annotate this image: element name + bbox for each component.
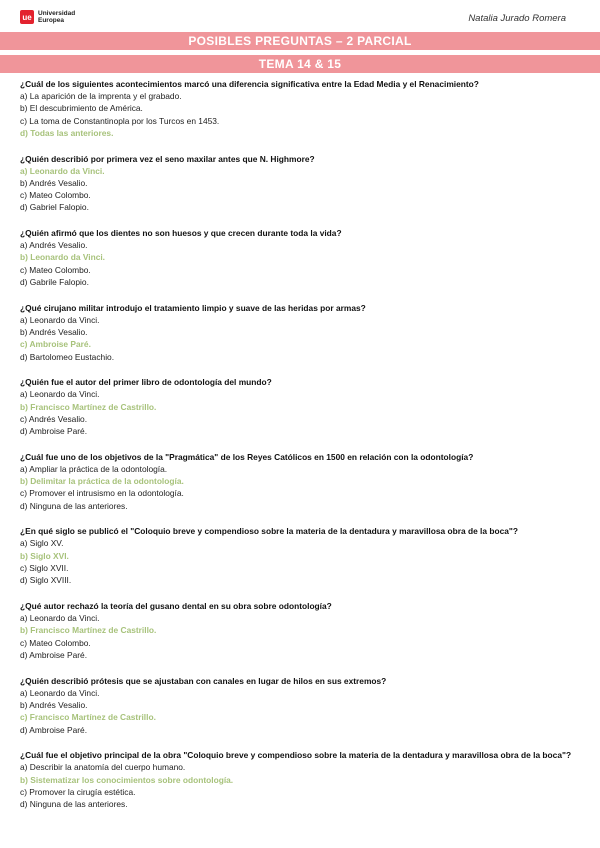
question-block — [20, 525, 585, 586]
answer-option: a) Leonardo da Vinci. — [20, 687, 100, 698]
answer-option: a) Andrés Vesalio. — [20, 240, 88, 251]
answer-option: d) Ambroise Paré. — [20, 649, 88, 660]
question-text: ¿Qué autor rechazó la teoría del gusano dental en su obra sobre odontología? — [20, 601, 332, 612]
correct-answer-option: c) Francisco Martínez de Castrillo. — [20, 712, 156, 723]
answer-option: c) Mateo Colombo. — [20, 264, 91, 275]
answer-option: a) Siglo XV. — [20, 538, 64, 549]
answer-option: a) Leonardo da Vinci. — [20, 314, 100, 325]
answer-option: a) Leonardo da Vinci. — [20, 613, 100, 624]
logo-line-1: Universidad — [38, 10, 76, 17]
question-text: ¿Cuál fue el objetivo principal de la obra "Coloquio breve y compendioso sobre la materia de la dentadura y maravillosa obra de la boca"? — [20, 750, 572, 761]
answer-option: d) Siglo XVIII. — [20, 575, 72, 586]
question-text: ¿Qué cirujano militar introdujo el tratamiento limpio y suave de las heridas por armas? — [20, 302, 366, 313]
answer-option: d) Gabrile Falopio. — [20, 277, 89, 288]
question-text: ¿Quién fue el autor del primer libro de odontología del mundo? — [20, 377, 272, 388]
question-text: ¿Cuál de los siguientes acontecimientos marcó una diferencia significativa entre la Edad Media y el Renacimiento? — [20, 79, 479, 89]
question-list — [20, 78, 585, 824]
question-text: ¿Cuál fue uno de los objetivos de la "Pragmática" de los Reyes Católicos en 1500 en relación con la odontología? — [20, 451, 474, 462]
correct-answer-option: b) Delimitar la práctica de la odontología. — [20, 476, 184, 487]
author-name: Natalia Jurado Romera — [468, 13, 566, 24]
correct-answer-option: d) Todas las anteriores. — [20, 127, 114, 138]
answer-option: d) Ambroise Paré. — [20, 426, 88, 437]
correct-answer-option: b) Leonardo da Vinci. — [20, 252, 106, 263]
question-block — [20, 675, 585, 736]
answer-option: a) La aparición de la imprenta y el grabado. — [20, 91, 182, 101]
answer-option: c) Promover la cirugía estética. — [20, 786, 136, 797]
page-header — [0, 0, 600, 34]
correct-answer-option: b) Francisco Martínez de Castrillo. — [20, 625, 157, 636]
answer-option: c) Mateo Colombo. — [20, 190, 91, 201]
question-text: ¿En qué siglo se publicó el "Coloquio breve y compendioso sobre la materia de la dentadura y maravillosa obra de la boca"? — [20, 526, 519, 537]
university-logo — [20, 10, 75, 24]
correct-answer-option: b) Siglo XVI. — [20, 550, 69, 561]
question-block — [20, 376, 585, 437]
answer-option: a) Leonardo da Vinci. — [20, 389, 100, 400]
question-text: ¿Quién describió por primera vez el seno maxilar antes que N. Highmore? — [20, 153, 315, 164]
answer-option: a) Describir la anatomía del cuerpo humano. — [20, 762, 186, 773]
answer-option: d) Bartolomeo Eustachio. — [20, 351, 115, 362]
question-block — [20, 749, 585, 810]
subtitle-banner: TEMA 14 & 15 — [0, 55, 600, 73]
logo-text — [38, 10, 75, 24]
answer-option: c) Siglo XVII. — [20, 563, 69, 574]
answer-option: c) La toma de Constantinopla por los Turcos en 1453. — [20, 115, 220, 126]
answer-option: c) Mateo Colombo. — [20, 637, 91, 648]
answer-option: b) Andrés Vesalio. — [20, 699, 88, 710]
answer-option: b) El descubrimiento de América. — [20, 103, 143, 114]
correct-answer-option: b) Francisco Martínez de Castrillo. — [20, 401, 157, 412]
answer-option: d) Ambroise Paré. — [20, 724, 88, 735]
answer-option: d) Gabriel Falopio. — [20, 202, 89, 213]
question-block — [20, 153, 585, 214]
question-block — [20, 78, 585, 139]
question-text: ¿Quién describió prótesis que se ajustaban con canales en lugar de hilos en sus extremos? — [20, 675, 387, 686]
question-block — [20, 302, 585, 363]
correct-answer-option: a) Leonardo da Vinci. — [20, 165, 105, 176]
answer-option: a) Ampliar la práctica de la odontología. — [20, 463, 168, 474]
correct-answer-option: c) Ambroise Paré. — [20, 339, 91, 350]
question-block — [20, 227, 585, 288]
answer-option: c) Promover el intrusismo en la odontología. — [20, 488, 184, 499]
title-banner: POSIBLES PREGUNTAS – 2 PARCIAL — [0, 32, 600, 50]
answer-option: b) Andrés Vesalio. — [20, 177, 88, 188]
logo-line-2: Europea — [38, 17, 65, 24]
question-block — [20, 451, 585, 512]
question-block — [20, 600, 585, 661]
answer-option: c) Andrés Vesalio. — [20, 413, 88, 424]
answer-option: d) Ninguna de las anteriores. — [20, 500, 128, 511]
answer-option: b) Andrés Vesalio. — [20, 327, 88, 338]
question-text: ¿Quién afirmó que los dientes no son huesos y que crecen durante toda la vida? — [20, 228, 342, 239]
answer-option: d) Ninguna de las anteriores. — [20, 799, 128, 810]
correct-answer-option: b) Sistematizar los conocimientos sobre odontología. — [20, 774, 234, 785]
ue-logo-icon: ue — [20, 10, 34, 24]
